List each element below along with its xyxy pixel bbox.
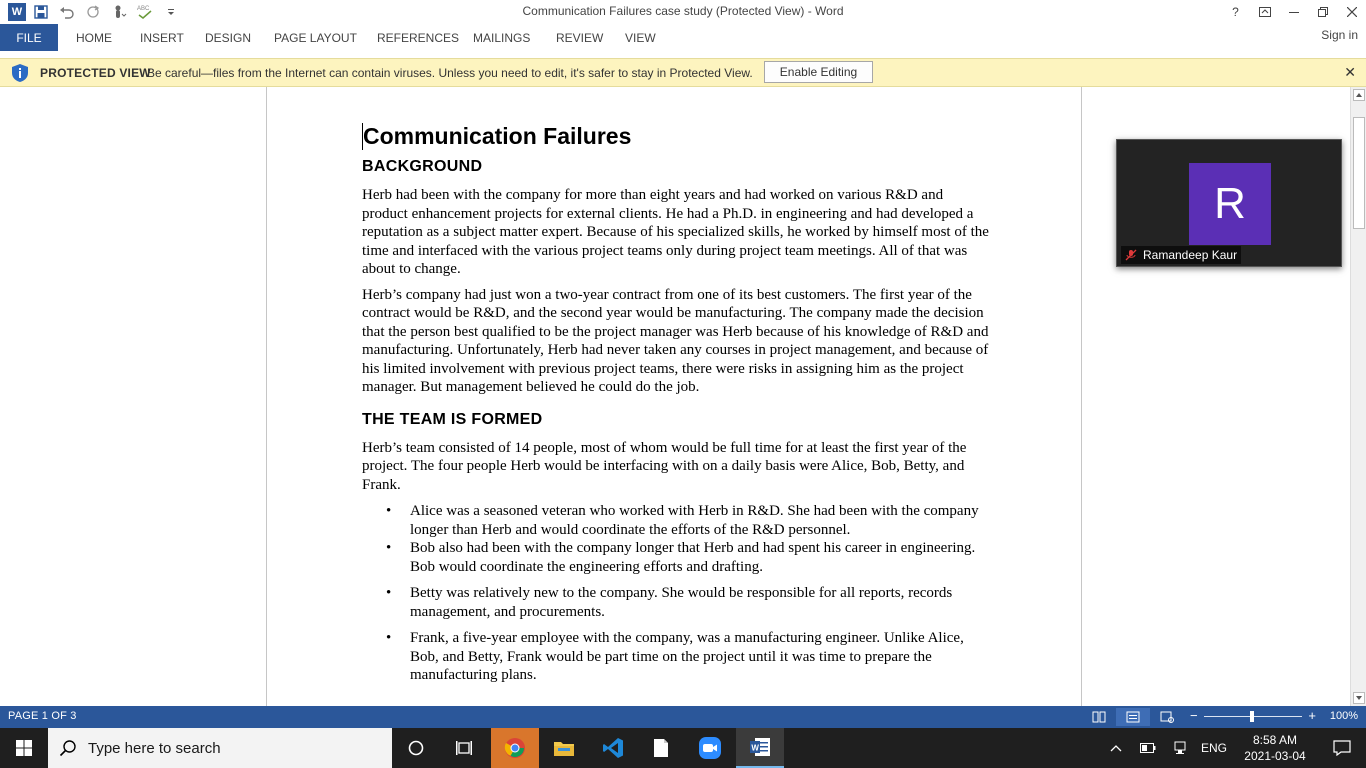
scroll-up-icon[interactable] [1353,89,1365,101]
search-placeholder: Type here to search [88,739,221,757]
heading-background: BACKGROUND [362,158,483,175]
tab-references[interactable]: REFERENCES [377,30,460,45]
tab-home[interactable]: HOME [76,30,112,45]
clock-date: 2021-03-04 [1244,749,1306,763]
mic-muted-icon [1125,249,1137,261]
tab-design[interactable]: DESIGN [205,30,252,45]
close-button[interactable] [1337,0,1366,24]
heading-team-formed: THE TEAM IS FORMED [362,410,543,428]
word-app-icon[interactable]: W [8,3,26,21]
chevron-up-icon[interactable] [1100,728,1132,768]
restore-button[interactable] [1308,0,1337,24]
windows-taskbar [0,728,1366,768]
status-bar [0,706,1366,728]
scroll-down-icon[interactable] [1353,692,1365,704]
network-icon[interactable] [1164,728,1196,768]
view-buttons [1082,708,1184,726]
language-indicator[interactable]: ENG [1200,741,1227,755]
file-explorer-icon[interactable] [540,728,588,768]
close-protected-view-icon[interactable]: ✕ [1344,64,1356,80]
read-mode-icon[interactable] [1082,708,1116,726]
system-tray [1100,728,1366,768]
tab-mailings[interactable]: MAILINGS [473,30,531,45]
windows-start-icon[interactable] [0,728,48,768]
zoom-knob[interactable] [1250,711,1254,722]
sign-in-link[interactable]: Sign in [1321,28,1358,42]
paragraph: Herb’s team consisted of 14 people, most of whom would be full time for at least the first year of the project. The four people Herb would be interfacing with on a daily basis were Alice, Bob, Betty, and Frank. [362,439,967,493]
notepad-file-icon[interactable] [637,728,685,768]
minimize-button[interactable] [1279,0,1308,24]
vscode-icon[interactable] [589,728,637,768]
document-title: Communication Failures [362,123,992,150]
tab-file[interactable]: FILE [0,24,58,51]
list-item: • Frank, a five-year employee with the company, was a manufacturing engineer. Unlike Alice, Bob, and Betty, Frank would be part time on the project until it was time to prepare the manufacturing plans. [386,629,992,685]
bullet-list [386,502,992,685]
ribbon-display-options-button[interactable] [1250,0,1279,24]
participant-avatar: R [1189,163,1271,245]
search-icon [48,728,88,768]
help-button[interactable]: ? [1232,5,1239,19]
protected-view-message: Be careful—files from the Internet can contain viruses. Unless you need to edit, it's safer to stay in Protected View. [147,66,753,80]
web-layout-icon[interactable] [1150,708,1184,726]
participant-name-label [1121,246,1241,264]
cortana-icon[interactable] [392,728,440,768]
word-taskbar-icon[interactable] [736,728,784,768]
zoom-slider[interactable] [1190,710,1316,724]
paragraph: Herb’s company had just won a two-year contract from one of its best customers. The first year of the contract would be R&D, and the second year would be manufacturing. The company made the decision that the person best qualified to be the project manager was Herb because of his knowledge of R&D and manufacturing. Unfortunately, Herb had never taken any courses in project management, and because of his limited involvement with previous project teams, there were risks in assigning him as the project manager. But management believed he could do the job. [362,286,989,395]
page-content [362,123,992,693]
print-layout-icon[interactable] [1116,708,1150,726]
document-page[interactable] [266,87,1082,706]
list-item: • Bob also had been with the company longer that Herb and had spent his career in engineering. Bob would coordinate the engineering efforts and drafting. [386,539,992,576]
svg-text:ABC: ABC [137,6,150,12]
list-item: • Betty was relatively new to the company. She would be responsible for all reports, records management, and procurements. [386,584,992,621]
protected-view-bar [0,58,1366,87]
tab-review[interactable]: REVIEW [556,30,604,45]
scroll-thumb[interactable] [1353,117,1365,229]
title-bar [0,0,1366,24]
task-view-icon[interactable] [440,728,488,768]
battery-icon[interactable] [1132,728,1164,768]
clock[interactable] [1232,732,1318,764]
zoom-level[interactable]: 100% [1329,710,1358,722]
zoom-out-icon[interactable]: − [1190,708,1198,723]
shield-info-icon [10,63,30,83]
vertical-scrollbar[interactable] [1350,87,1366,706]
paragraph: Herb had been with the company for more than eight years and had worked on various R&D and product enhancement projects for external clients. He had a Ph.D. in engineering and had developed a reputation as a subject matter expert. Because of his specialized skills, he worked by himself most of the time and interfaced with the various project teams only during project team meetings. All of that was about to change. [362,187,989,277]
ribbon-tabs [0,24,1366,51]
zoom-app-icon[interactable] [686,728,734,768]
tab-page-layout[interactable]: PAGE LAYOUT [274,30,357,45]
protected-view-title: PROTECTED VIEW [40,66,151,80]
chrome-icon[interactable] [491,728,539,768]
taskbar-search-box[interactable] [48,728,392,768]
enable-editing-button[interactable]: Enable Editing [764,61,873,83]
zoom-in-icon[interactable]: + [1308,708,1316,723]
page-count[interactable]: PAGE 1 OF 3 [8,710,77,722]
zoom-video-tile[interactable] [1116,139,1342,267]
participant-name: Ramandeep Kaur [1143,248,1238,262]
notifications-icon[interactable] [1318,728,1366,768]
svg-text:W: W [751,743,759,753]
tab-insert[interactable]: INSERT [140,30,184,45]
window-controls [1221,0,1366,24]
list-item: • Alice was a seasoned veteran who worked with Herb in R&D. She had been with the company longer than Herb and would coordinate the efforts of the R&D personnel. [386,502,992,539]
tab-view[interactable]: VIEW [625,30,656,45]
window-title: Communication Failures case study (Protected View) - Word [522,4,844,18]
clock-time: 8:58 AM [1252,733,1298,747]
